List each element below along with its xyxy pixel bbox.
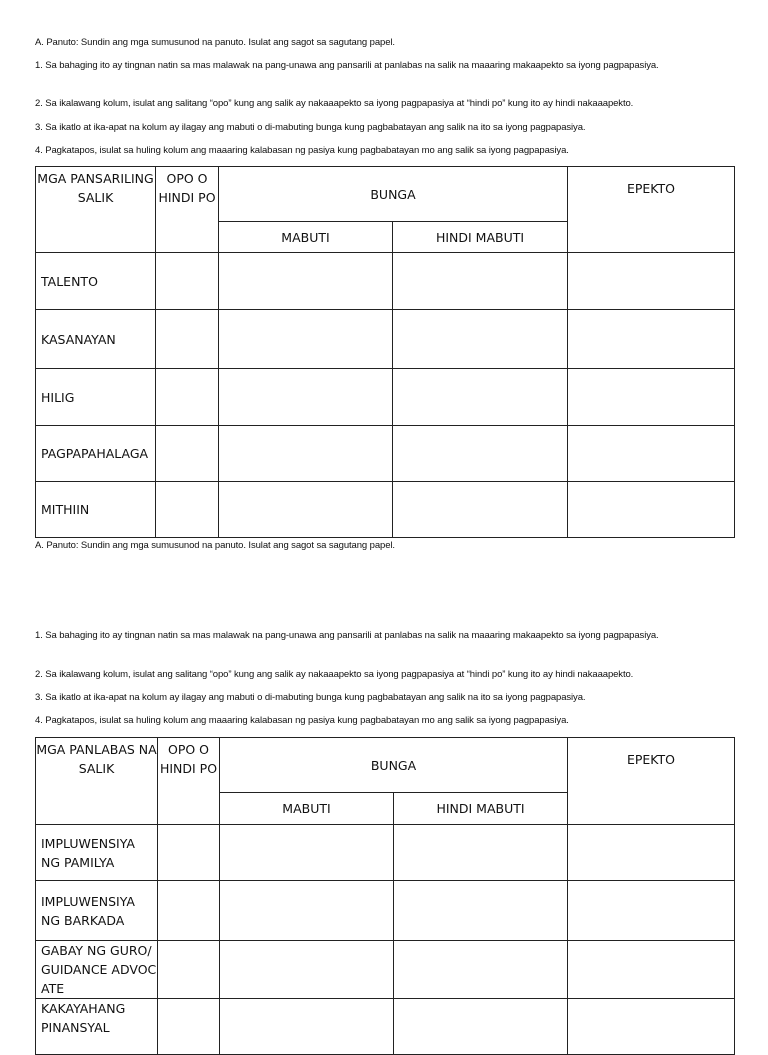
instruction-4-second: 4. Pagkatapos, isulat sa huling kolum ang maaaring kalabasan ng pasiya kung pagbabatayan mo ang salik sa iyong pagpapasiya. [35, 715, 569, 726]
answer-cell[interactable] [393, 369, 568, 426]
instruction-1-second: 1. Sa bahaging ito ay tingnan natin sa mas malawak na pang-unawa ang pansarili at panlabas na salik na maaaring makaapekto sa iyong pagpapasiya. [35, 630, 659, 641]
answer-cell[interactable] [393, 253, 568, 310]
answer-cell[interactable] [219, 482, 393, 538]
answer-cell[interactable] [568, 825, 735, 881]
answer-cell[interactable] [219, 426, 393, 482]
instruction-2-second: 2. Sa ikalawang kolum, isulat ang salitang “opo” kung ang salik ay nakaaapekto sa iyong pagpapasiya at “hindi po” kung ito ay hindi nakaaapekto. [35, 669, 634, 680]
answer-cell[interactable] [156, 310, 219, 369]
instruction-4: 4. Pagkatapos, isulat sa huling kolum ang maaaring kalabasan ng pasiya kung pagbabatayan mo ang salik sa iyong pagpapasiya. [35, 145, 569, 156]
answer-cell[interactable] [568, 999, 735, 1055]
header-epekto: EPEKTO [568, 738, 735, 825]
header-opo-hindi-po: OPO O HINDI PO [156, 167, 219, 253]
instruction-3-second: 3. Sa ikatlo at ika-apat na kolum ay ilagay ang mabuti o di-mabuting bunga kung pagbabatayan ang salik na ito sa iyong pagpapasiya. [35, 692, 586, 703]
answer-cell[interactable] [394, 941, 568, 999]
row-label: IMPLUWENSIYA NG PAMILYA [36, 825, 158, 881]
table-row [36, 310, 735, 369]
row-label: KASANAYAN [36, 310, 156, 369]
header-epekto: EPEKTO [568, 167, 735, 253]
row-label: TALENTO [36, 253, 156, 310]
header-factor: MGA PANSARILING SALIK [36, 167, 156, 253]
row-label: KAKAYAHANG PINANSYAL [36, 999, 158, 1055]
row-label: PAGPAPAHALAGA [36, 426, 156, 482]
answer-cell[interactable] [220, 825, 394, 881]
table-row [36, 369, 735, 426]
table-row [36, 426, 735, 482]
answer-cell[interactable] [394, 999, 568, 1055]
answer-cell[interactable] [220, 999, 394, 1055]
answer-cell[interactable] [219, 369, 393, 426]
header-hindi-mabuti: HINDI MABUTI [394, 793, 568, 825]
header-bunga: BUNGA [219, 167, 568, 222]
table-row [36, 941, 735, 999]
instruction-3: 3. Sa ikatlo at ika-apat na kolum ay ilagay ang mabuti o di-mabuting bunga kung pagbabatayan ang salik na ito sa iyong pagpapasiya. [35, 122, 586, 133]
table-row [36, 999, 735, 1055]
answer-cell[interactable] [394, 825, 568, 881]
answer-cell[interactable] [156, 426, 219, 482]
row-label: GABAY NG GURO/GUIDANCE ADVOCATE [36, 941, 158, 999]
panlabas-salik-table [35, 737, 735, 1055]
table-row [36, 253, 735, 310]
answer-cell[interactable] [393, 482, 568, 538]
answer-cell[interactable] [219, 310, 393, 369]
instruction-1: 1. Sa bahaging ito ay tingnan natin sa mas malawak na pang-unawa ang pansarili at panlabas na salik na maaaring makaapekto sa iyong pagpapasiya. [35, 60, 659, 71]
table-row [36, 482, 735, 538]
answer-cell[interactable] [220, 881, 394, 941]
answer-cell[interactable] [158, 999, 220, 1055]
table-row [36, 881, 735, 941]
header-opo-hindi-po: OPO O HINDI PO [158, 738, 220, 825]
footer-instruction-title: A. Panuto: Sundin ang mga sumusunod na panuto. Isulat ang sagot sa sagutang papel. [35, 540, 395, 551]
header-factor: MGA PANLABAS NA SALIK [36, 738, 158, 825]
answer-cell[interactable] [568, 369, 735, 426]
instruction-title: A. Panuto: Sundin ang mga sumusunod na panuto. Isulat ang sagot sa sagutang papel. [35, 37, 395, 48]
answer-cell[interactable] [156, 369, 219, 426]
header-bunga: BUNGA [220, 738, 568, 793]
row-label: IMPLUWENSIYA NG BARKADA [36, 881, 158, 941]
answer-cell[interactable] [568, 426, 735, 482]
answer-cell[interactable] [220, 941, 394, 999]
answer-cell[interactable] [568, 310, 735, 369]
header-mabuti: MABUTI [220, 793, 394, 825]
row-label: HILIG [36, 369, 156, 426]
header-mabuti: MABUTI [219, 222, 393, 253]
answer-cell[interactable] [219, 253, 393, 310]
answer-cell[interactable] [393, 426, 568, 482]
answer-cell[interactable] [393, 310, 568, 369]
answer-cell[interactable] [394, 881, 568, 941]
instruction-2: 2. Sa ikalawang kolum, isulat ang salitang “opo” kung ang salik ay nakaaapekto sa iyong pagpapasiya at “hindi po” kung ito ay hindi nakaaapekto. [35, 98, 634, 109]
header-hindi-mabuti: HINDI MABUTI [393, 222, 568, 253]
answer-cell[interactable] [568, 482, 735, 538]
table-row [36, 825, 735, 881]
answer-cell[interactable] [568, 881, 735, 941]
answer-cell[interactable] [568, 253, 735, 310]
answer-cell[interactable] [156, 482, 219, 538]
answer-cell[interactable] [158, 881, 220, 941]
answer-cell[interactable] [158, 941, 220, 999]
answer-cell[interactable] [156, 253, 219, 310]
row-label: MITHIIN [36, 482, 156, 538]
answer-cell[interactable] [568, 941, 735, 999]
pansariling-salik-table [35, 166, 735, 538]
answer-cell[interactable] [158, 825, 220, 881]
